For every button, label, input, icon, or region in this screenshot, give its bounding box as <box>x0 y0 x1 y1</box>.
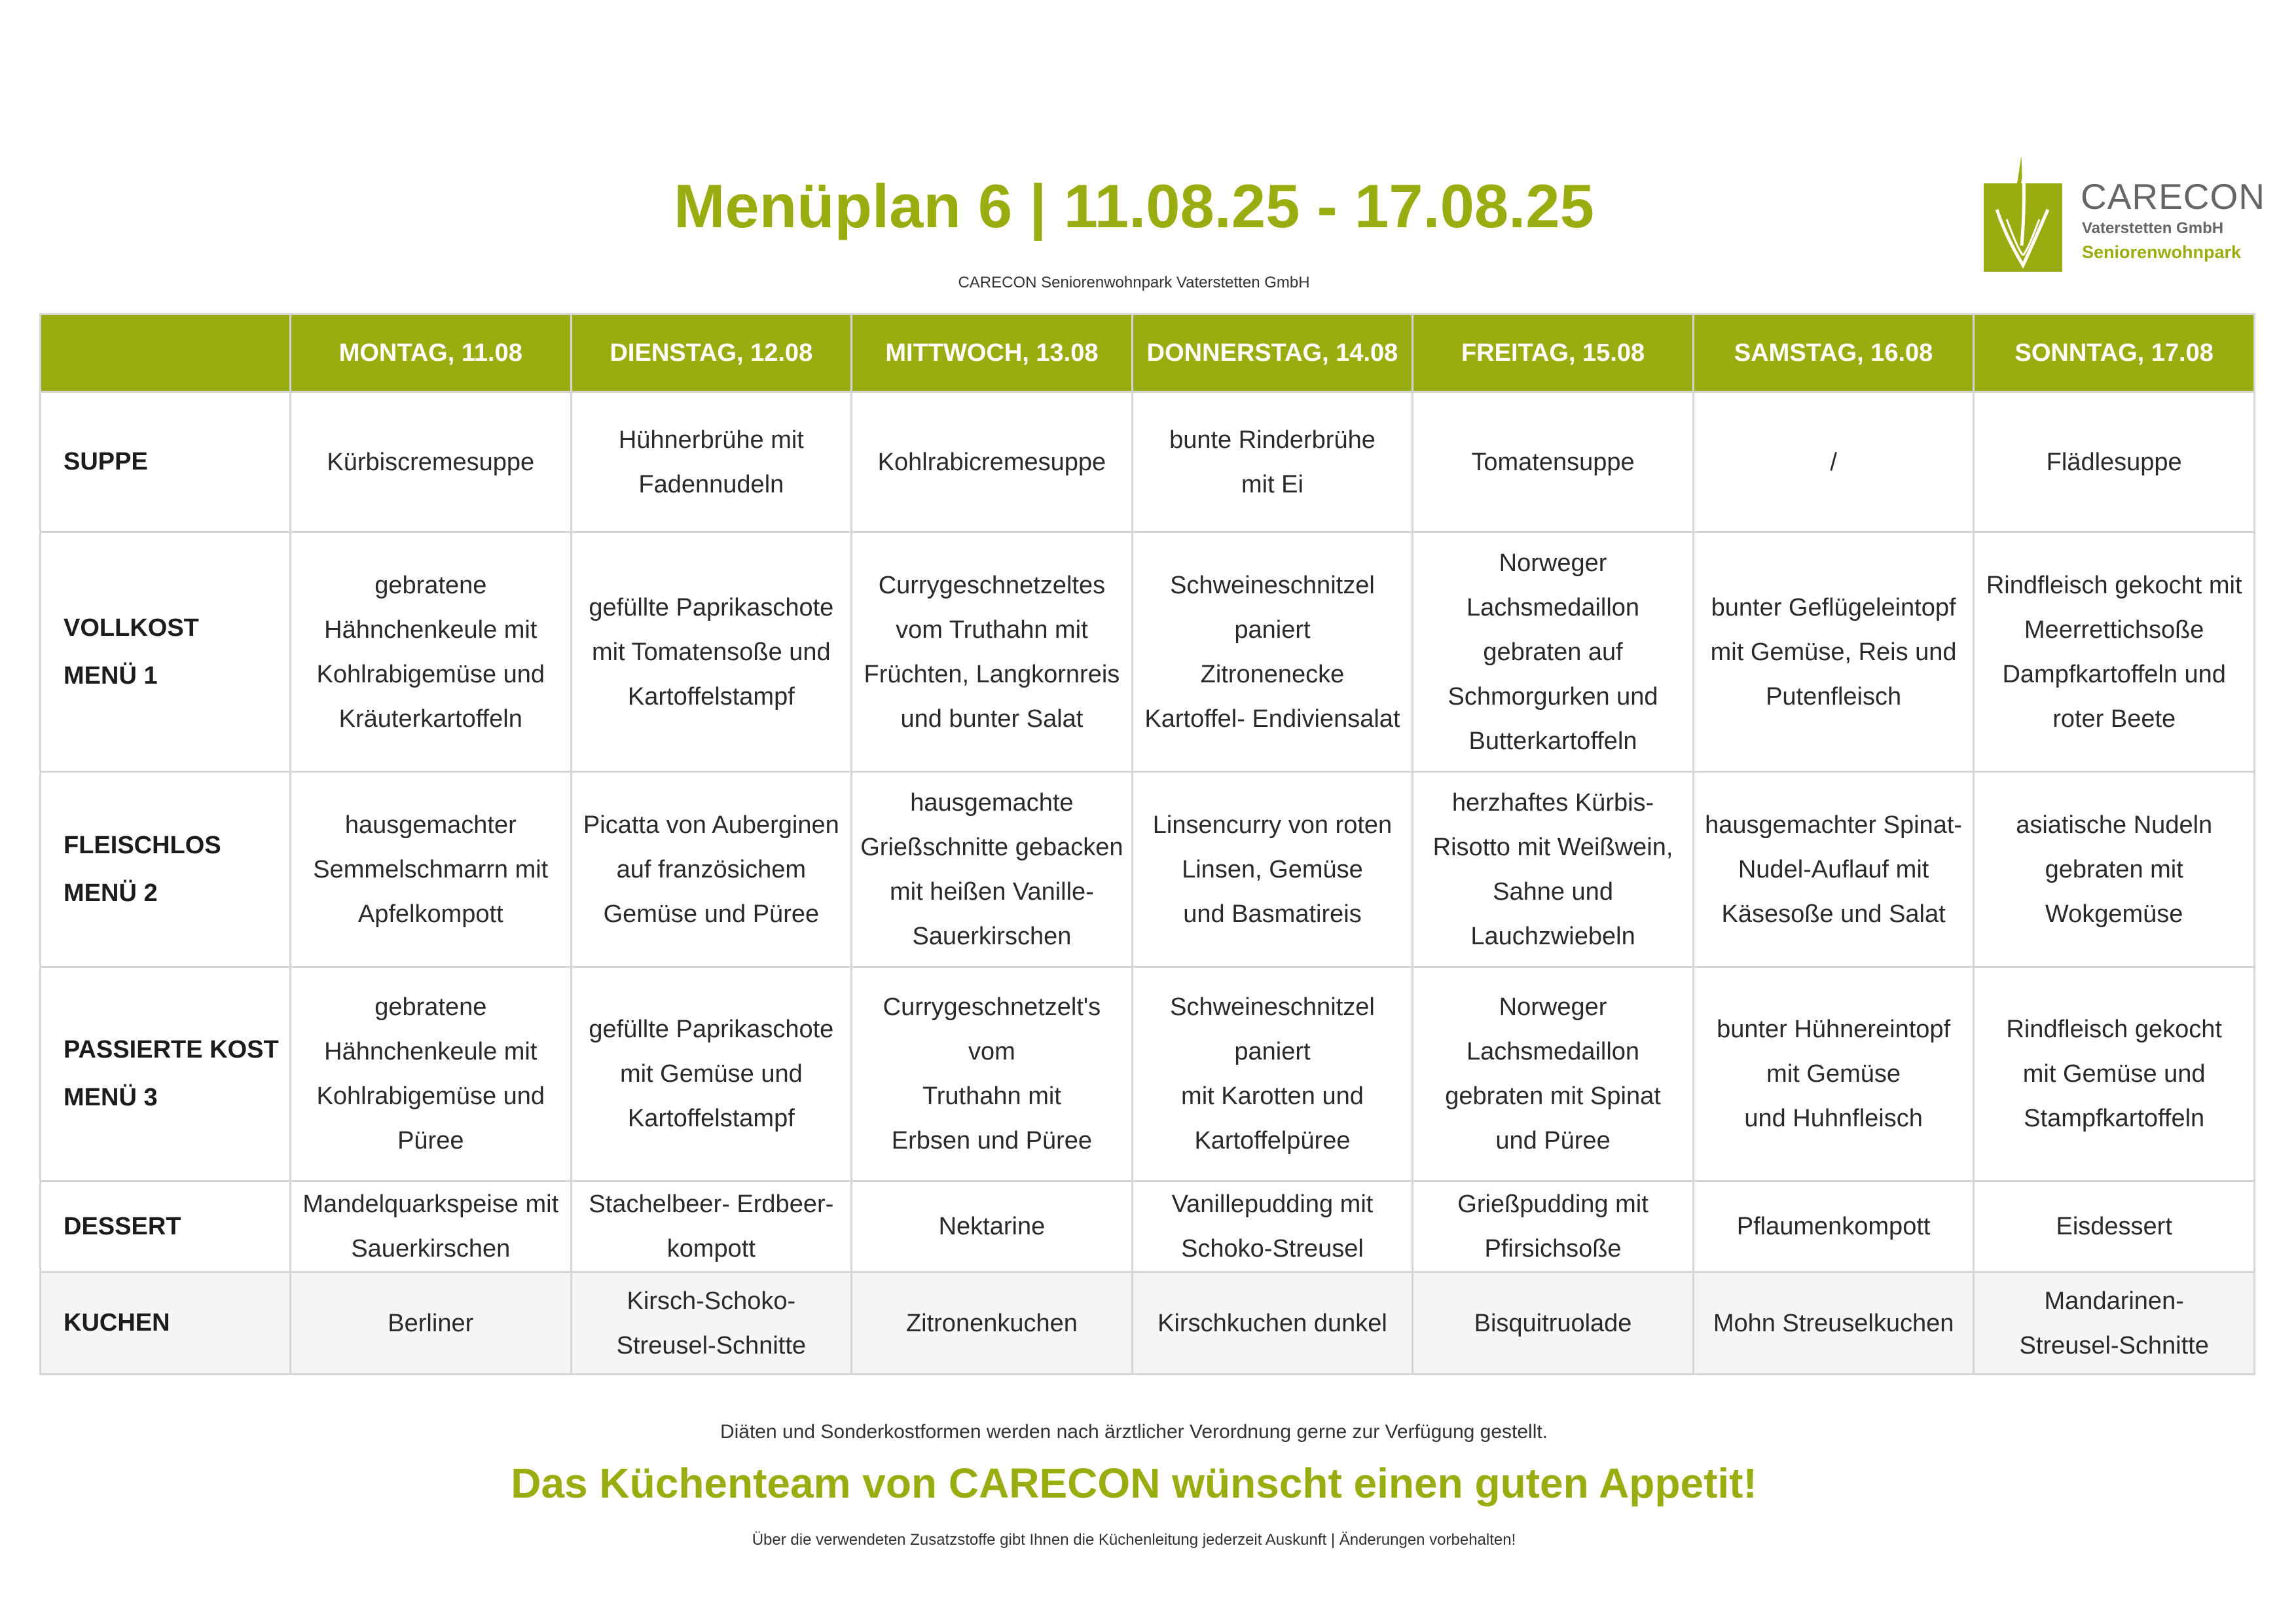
row-label: VOLLKOST MENÜ 1 <box>41 532 291 772</box>
menu-cell: Zitronenkuchen <box>852 1272 1133 1375</box>
day-header: SAMSTAG, 16.08 <box>1693 314 1974 392</box>
logo-brand: CARECON <box>2081 176 2266 217</box>
day-header: MITTWOCH, 13.08 <box>852 314 1133 392</box>
menu-cell: herzhaftes Kürbis- Risotto mit Weißwein, Sahne und Lauchzwiebeln <box>1413 772 1694 967</box>
menu-cell: Kirschkuchen dunkel <box>1132 1272 1413 1375</box>
menu-cell: Rindfleisch gekocht mit Meerrettichsoße Dampfkartoffeln und roter Beete <box>1974 532 2255 772</box>
menu-cell: Currygeschnetzeltes vom Truthahn mit Früchten, Langkornreis und bunter Salat <box>852 532 1133 772</box>
row-label: KUCHEN <box>41 1272 291 1375</box>
day-header: SONNTAG, 17.08 <box>1974 314 2255 392</box>
menu-cell: hausgemachter Semmelschmarrn mit Apfelkompott <box>291 772 572 967</box>
row-label: DESSERT <box>41 1181 291 1272</box>
menu-cell: Rindfleisch gekocht mit Gemüse und Stampfkartoffeln <box>1974 967 2255 1181</box>
menu-cell: Stachelbeer- Erdbeer- kompott <box>571 1181 852 1272</box>
menu-cell: Schweineschnitzel paniert mit Karotten und Kartoffelpüree <box>1132 967 1413 1181</box>
row-suppe <box>41 392 2255 532</box>
carecon-logo <box>1977 157 2266 275</box>
menu-cell: / <box>1693 392 1974 532</box>
menu-cell: Kohlrabicremesuppe <box>852 392 1133 532</box>
menu-cell: hausgemachter Spinat- Nudel-Auflauf mit Käsesoße und Salat <box>1693 772 1974 967</box>
page-title: Menüplan 6 | 11.08.25 - 17.08.25 <box>674 172 1594 240</box>
menu-cell: Norweger Lachsmedaillon gebraten auf Schmorgurken und Butterkartoffeln <box>1413 532 1694 772</box>
menu-cell: Eisdessert <box>1974 1181 2255 1272</box>
page-subtitle: CARECON Seniorenwohnpark Vaterstetten GmbH <box>958 274 1310 291</box>
header-corner <box>41 314 291 392</box>
menu-cell: Vanillepudding mit Schoko-Streusel <box>1132 1181 1413 1272</box>
header-row <box>41 314 2255 392</box>
menu-cell: Picatta von Auberginen auf französichem Gemüse und Püree <box>571 772 852 967</box>
menu-cell: bunter Geflügeleintopf mit Gemüse, Reis und Putenfleisch <box>1693 532 1974 772</box>
menu-cell: Flädlesuppe <box>1974 392 2255 532</box>
menu-cell: gebratene Hähnchenkeule mit Kohlrabigemüse und Püree <box>291 967 572 1181</box>
menu-cell: bunter Hühnereintopf mit Gemüse und Huhnfleisch <box>1693 967 1974 1181</box>
diet-note: Diäten und Sonderkostformen werden nach ärztlicher Verordnung gerne zur Verfügung gestellt. <box>720 1421 1548 1443</box>
menu-cell: Hühnerbrühe mit Fadennudeln <box>571 392 852 532</box>
menu-cell: Mandelquarkspeise mit Sauerkirschen <box>291 1181 572 1272</box>
row-label: SUPPE <box>41 392 291 532</box>
menu-cell: Grießpudding mit Pfirsichsoße <box>1413 1181 1694 1272</box>
menu-cell: Currygeschnetzelt's vom Truthahn mit Erbsen und Püree <box>852 967 1133 1181</box>
menu-table <box>39 313 2255 1375</box>
menu-cell: gefüllte Paprikaschote mit Gemüse und Kartoffelstampf <box>571 967 852 1181</box>
menu-cell: Kürbiscremesuppe <box>291 392 572 532</box>
menu-cell: Schweineschnitzel paniert Zitronenecke Kartoffel- Endiviensalat <box>1132 532 1413 772</box>
logo-line-1: Vaterstetten GmbH <box>2082 219 2224 237</box>
menu-cell: Bisquitruolade <box>1413 1272 1694 1375</box>
row-kuchen <box>41 1272 2255 1375</box>
menu-cell: Pflaumenkompott <box>1693 1181 1974 1272</box>
day-header: DIENSTAG, 12.08 <box>571 314 852 392</box>
menu-cell: Mohn Streuselkuchen <box>1693 1272 1974 1375</box>
menu-cell: Kirsch-Schoko- Streusel-Schnitte <box>571 1272 852 1375</box>
menu-cell: Linsencurry von roten Linsen, Gemüse und Basmatireis <box>1132 772 1413 967</box>
row-label: FLEISCHLOS MENÜ 2 <box>41 772 291 967</box>
menu-cell: asiatische Nudeln gebraten mit Wokgemüse <box>1974 772 2255 967</box>
day-header: FREITAG, 15.08 <box>1413 314 1694 392</box>
menu-cell: Berliner <box>291 1272 572 1375</box>
carecon-logo-icon <box>1984 157 2062 272</box>
row-vollkost <box>41 532 2255 772</box>
row-passierte-kost <box>41 967 2255 1181</box>
day-header: DONNERSTAG, 14.08 <box>1132 314 1413 392</box>
menu-cell: bunte Rinderbrühe mit Ei <box>1132 392 1413 532</box>
menu-cell: Tomatensuppe <box>1413 392 1694 532</box>
menu-cell: Nektarine <box>852 1181 1133 1272</box>
disclaimer: Über die verwendeten Zusatzstoffe gibt Ihnen die Küchenleitung jederzeit Auskunft | Änderungen vorbehalten! <box>752 1531 1516 1549</box>
row-fleischlos <box>41 772 2255 967</box>
closing-message: Das Küchenteam von CARECON wünscht einen guten Appetit! <box>511 1460 1757 1507</box>
menu-cell: hausgemachte Grießschnitte gebacken mit heißen Vanille- Sauerkirschen <box>852 772 1133 967</box>
menu-cell: gebratene Hähnchenkeule mit Kohlrabigemüse und Kräuterkartoffeln <box>291 532 572 772</box>
logo-line-2: Seniorenwohnpark <box>2082 242 2242 262</box>
row-label: PASSIERTE KOST MENÜ 3 <box>41 967 291 1181</box>
menu-cell: gefüllte Paprikaschote mit Tomatensoße und Kartoffelstampf <box>571 532 852 772</box>
menu-cell: Norweger Lachsmedaillon gebraten mit Spinat und Püree <box>1413 967 1694 1181</box>
menu-cell: Mandarinen- Streusel-Schnitte <box>1974 1272 2255 1375</box>
row-dessert <box>41 1181 2255 1272</box>
day-header: MONTAG, 11.08 <box>291 314 572 392</box>
